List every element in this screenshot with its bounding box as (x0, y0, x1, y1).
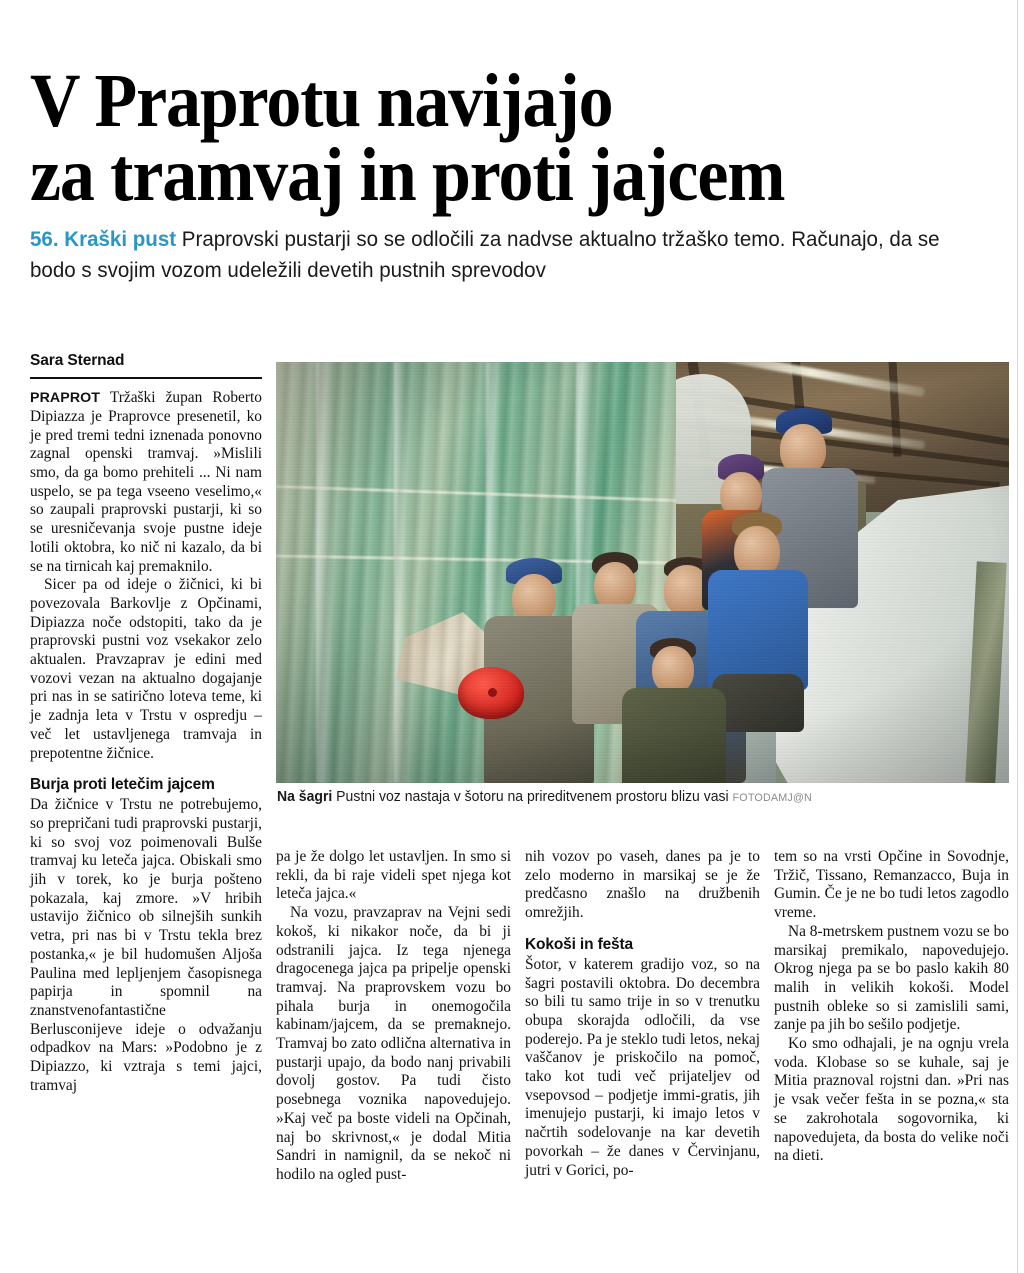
article-deck (30, 224, 961, 285)
photo-credit: FOTODAMJ@N (732, 792, 813, 804)
lower-columns (276, 848, 1010, 1185)
page-title (30, 58, 932, 217)
column-3 (525, 848, 760, 1185)
face (652, 646, 694, 694)
paragraph: tem so na vrsti Opčine in Sovodnje, Tržič, Tissano, Remanzacco, Buja in Gumin. Če je ne bo tudi letos zagodlo vreme. (774, 848, 1009, 922)
paragraph-text: Tržaški župan Roberto Dipiazza je Praprovce presenetil, ko je pred tremi tedni iznenada ponovno zagnal openski tramvaj. »Mislili smo, da ga bomo prehiteli ... Ni nam uspelo, se pa tega vseeno veselimo,« so zaupali praprovski pustarji, ki so se uresničevanja svoje pustne ideje lotili oktobra, ko nič ni kazalo, da bi se na tirnicah kaj premaknilo. (30, 389, 262, 575)
deck-text: Praprovski pustarji so se odločili za nadvse aktualno tržaško temo. Računajo, da se bodo s svojim vozom udeležili devetih pustnih sprevodov (30, 227, 940, 282)
column-3-body (525, 848, 760, 923)
byline-divider (30, 377, 262, 379)
column-1 (30, 352, 262, 1096)
paragraph: Šotor, v katerem gradijo voz, so na šagri postavili oktobra. Do decembra so bili tu samo trije in so v trenutku obupa skorajda odločili, da vse poderejo. Pa je steklo tudi letos, nekaj vaščanov je priskočilo na pomoč, tako kot tudi več prijateljev od vsepovsod – podjetje immi-gratis, jih imenujejo pustarji, ki imajo letos v načrtih sodelovanje na kar devetih povorkah – že danes v Červinjanu, jutri v Gorici, po- (525, 955, 760, 1179)
paragraph: Na 8-metrskem pustnem vozu se bo marsikaj premikalo, napovedujejo. Okrog njega pa se bo paslo kakih 80 malih in velikih kokoši. Model pustnih obleke so si zamislili sami, zanje pa jih bo sešilo podjetje. (774, 922, 1009, 1034)
tarp-seam (276, 485, 676, 502)
column-4 (774, 848, 1009, 1185)
paragraph: pa je že dolgo let ustavljen. In smo si rekli, da bi raje videli spet njega kot leteča jajca.« (276, 848, 511, 903)
red-tram-bell (458, 667, 524, 719)
caption-lead: Na šagri (277, 789, 333, 805)
person-front-green-coat (622, 638, 726, 783)
face (594, 562, 636, 610)
article-photo (276, 362, 1009, 783)
column-4-body (774, 848, 1009, 1166)
photo-scene (276, 362, 1009, 783)
tarp-fold (316, 362, 332, 783)
column-2 (276, 848, 511, 1185)
paragraph: nih vozov po vaseh, danes pa je to zelo moderno in marsikaj se je že predčasno znašlo na družbenih omrežjih. (525, 848, 760, 922)
subheading-1: Burja proti letečim jajcem (30, 776, 215, 794)
photo-caption (277, 789, 981, 805)
paragraph: Sicer pa od ideje o žičnici, ki bi povezovala Barkovlje z Opčinami, Dipiazza noče odstopiti, tako da je praprovski pustni voz vsekakor zelo aktualen. Pravzaprav je edini med vozovi vezan na aktualno dogajanje pri nas in se satirično loteva teme, ki je zadnja leta v Trstu v ospredju – več let ustavljenega tramvaja in prepotentne žičnice. (30, 576, 262, 762)
caption-text: Pustni voz nastaja v šotoru na prireditvenem prostoru blizu vasi (332, 789, 733, 805)
paragraph: Ko smo odhajali, je na ognju vrela voda. Klobase so se kuhale, saj je Mitia praznoval rojstni dan. »Pri nas je vsak večer fešta in se pozna,« sta se zakrohotala sogovornika, ki napovedujeta, da bosta do velike noči na dieti. (774, 1035, 1009, 1165)
headline-line-2: za tramvaj in proti jajcem (30, 132, 785, 217)
paragraph (30, 389, 262, 576)
column-3-body-cont (525, 956, 760, 1180)
headline-line-1: V Praprotu navijajo (30, 58, 613, 143)
byline: Sara Sternad (30, 352, 125, 369)
paragraph: Da žičnice v Trstu ne potrebujemo, so prepričani tudi praprovski pustarji, ki so svoj voz poimenovali Bulše tramvaj ku leteča jajca. Obiskali smo jih v torek, ko je burja pošteno pokazala, kaj zmore. »V hribih ustavijo žičnico ob silnejših sunkih vetra, pri nas bi v Trstu tekla brez postanka,« je bil hudomušen Aljoša Paulina med lepljenjem časopisnega papirja in spomnil na znanstvenofantastične Berlusconijeve ideje o odvažanju odpadkov na Mars: »Podobno je z Dipiazzo, ki vztraja s temi jajci, tramvaj (30, 796, 262, 1094)
tarp-fold (394, 362, 406, 783)
column-1-body-cont (30, 796, 262, 1095)
paragraph: Na vozu, pravzaprav na Vejni sedi kokoš, ki nikakor noče, da bi ji odstranili jajca. Iz tega njenega dragocenega jajca pa pripelje openski tramvaj. Na praprovskem vozu bo pihala burja in onemogočila kabinam/jajcem, da se premaknejo. Tramvaj bo zato odlična alternativa in pustarji upajo, da bodo nanj privabili dovolj gostov. Pa tudi čisto posebnega voznika napovedujejo. »Kaj več pa boste videli na Opčinah, naj bo skrivnost,« je dodal Mitia Sandri in namignil, da se nekoč ni hodilo na ogled pust- (276, 904, 511, 1183)
page-edge-rule (1017, 0, 1018, 1273)
green-coat (622, 688, 726, 783)
column-2-body (276, 848, 511, 1185)
subheading-2: Kokoši in fešta (525, 935, 633, 953)
column-1-body (30, 389, 262, 763)
deck-kicker: 56. Kraški pust (30, 227, 177, 251)
dateline: PRAPROT (30, 390, 101, 407)
